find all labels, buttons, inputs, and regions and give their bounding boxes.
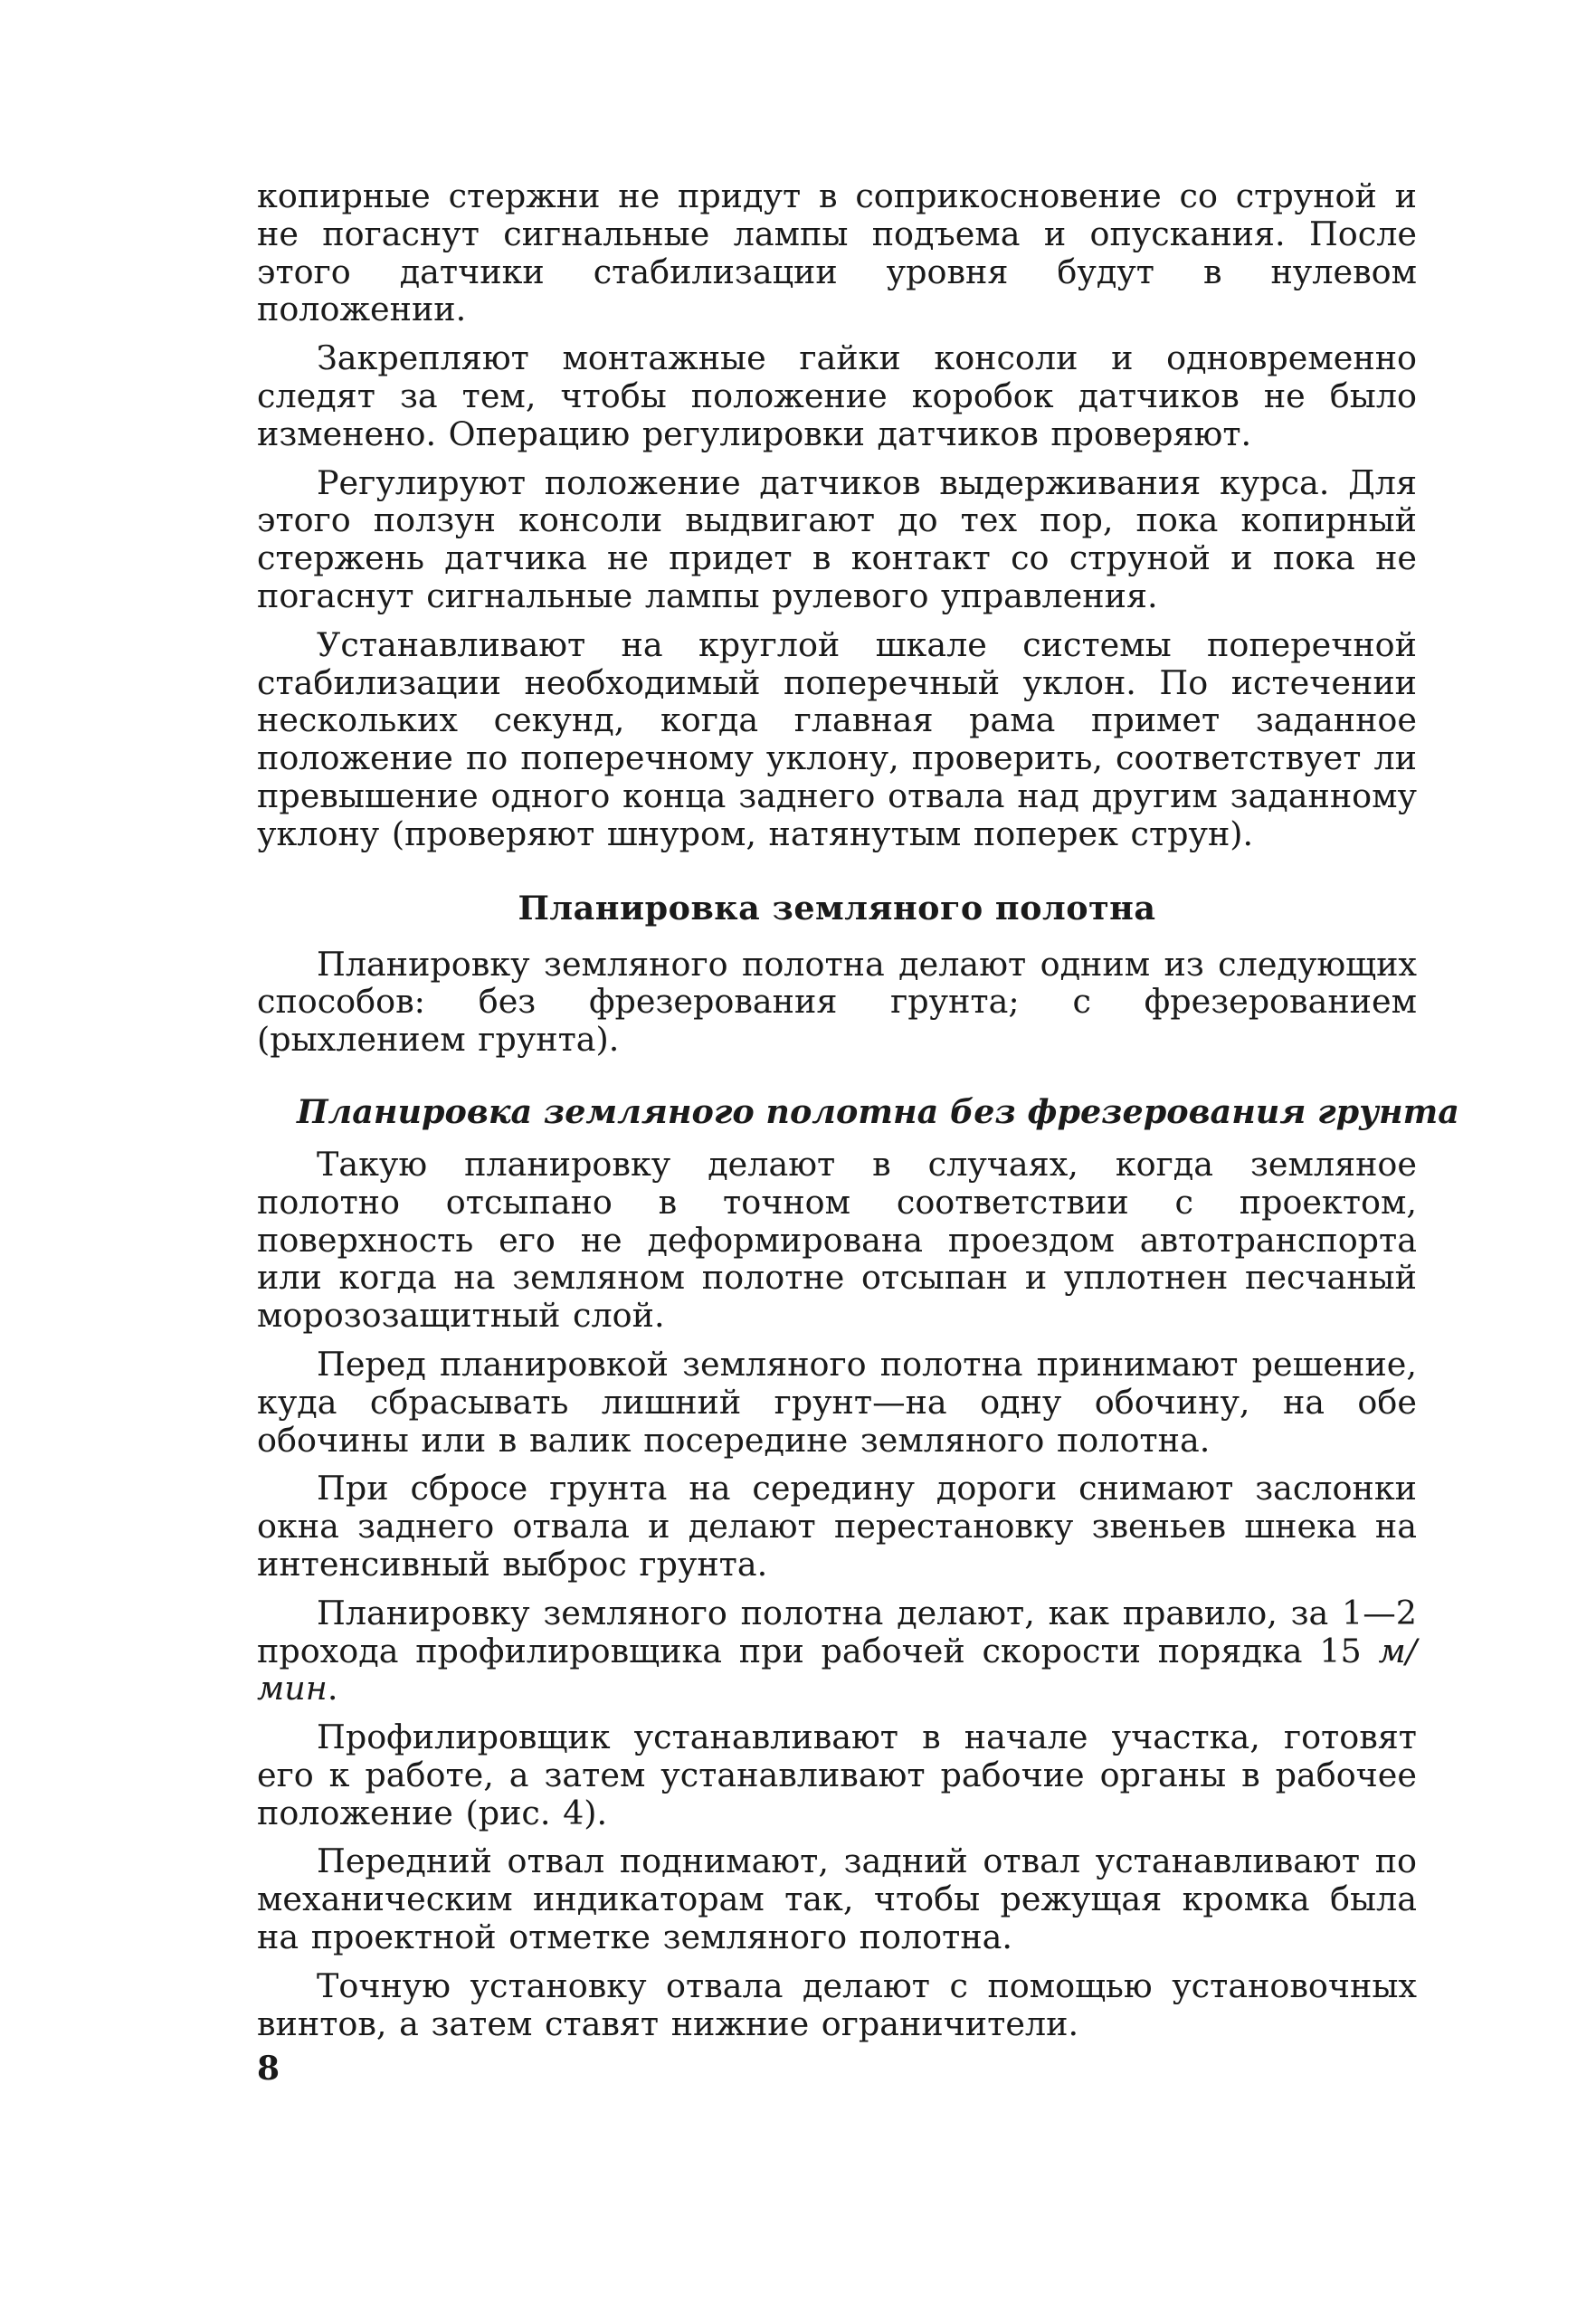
paragraph-setup: Профилировщик устанавливают в начале участка, готовят его к работе, а затем устанавливают рабочие органы в рабочее положение (рис. 4). [257,1718,1417,1832]
paragraph-mounting-nuts: Закрепляют монтажные гайки консоли и одновременно следят за тем, чтобы положение коробок датчиков не было изменено. Операцию регулировки датчиков проверяют. [257,338,1417,453]
paragraph-excess-soil: Перед планировкой земляного полотна принимают решение, куда сбрасывать лишний грунт—на одну обочину, на обе обочины или в валик посередине земляного полотна. [257,1344,1417,1460]
paragraph-cross-slope: Устанавливают на круглой шкале системы поперечной стабилизации необходимый поперечный уклон. По истечении нескольких секунд, когда главная рама примет заданное положение по поперечному уклону, проверить, соответствует ли превышение одного конца заднего отвала над другим заданному уклону (проверяют шнуром, натянутым поперек струн). [257,624,1417,853]
body-text [257,176,1459,2053]
paragraph-cases: Такую планировку делают в случаях, когда земляное полотно отсыпано в точном соответствии с проектом, поверхность его не деформирована проездом автотранспорта или когда на земляном полотне отсыпан и уплотнен песчаный морозозащитный слой. [257,1144,1417,1336]
paragraph-blade: Передний отвал поднимают, задний отвал устанавливают по механическим индикаторам так, чтобы режущая кромка была на проектной отметке земляного полотна. [257,1841,1417,1957]
paragraph-soil-dump: При сбросе грунта на середину дороги снимают заслонки окна заднего отвала и делают перестановку звеньев шнека на интенсивный выброс грунта. [257,1469,1417,1584]
paragraph-course-sensors: Регулируют положение датчиков выдерживания курса. Для этого ползун консоли выдвигают до тех пор, пока копирный стержень датчика не придет в контакт со струной и пока не погаснут сигнальные лампы рулевого управления. [257,462,1417,615]
speed-text: Планировку земляного полотна делают, как правило, за 1—2 прохода профилировщика при рабочей скорости порядка 15 [257,1593,1417,1670]
speed-suffix: . [327,1669,338,1708]
paragraph-speed [257,1594,1417,1708]
page-number: 8 [257,2050,280,2088]
paragraph-precise-setup: Точную установку отвала делают с помощью установочных винтов, а затем ставят нижние ограничители. [257,1965,1417,2043]
section-subheading: Планировка земляного полотна без фрезерования грунта [297,1091,1459,1131]
section-heading: Планировка земляного полотна [518,888,1156,928]
speed-unit: м/мин [257,1631,1417,1708]
paragraph-continued: копирные стержни не придут в соприкосновение со струной и не погаснут сигнальные лампы подъема и опускания. После этого датчики стабилизации уровня будут в нулевом положении. [257,176,1417,329]
paragraph-methods: Планировку земляного полотна делают одним из следующих способов: без фрезерования грунта; с фрезерованием (рыхлением грунта). [257,944,1417,1060]
